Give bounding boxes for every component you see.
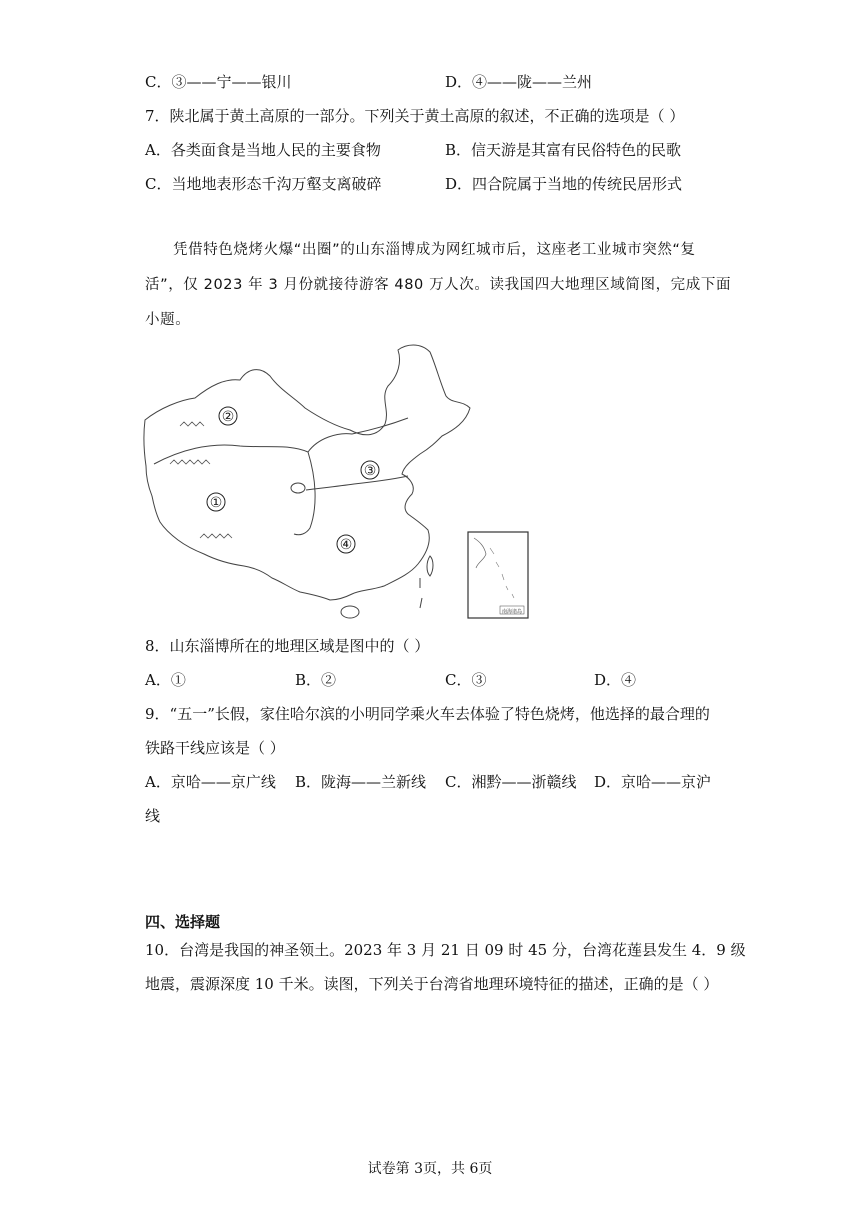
q9-option-d: D．京哈——京沪: [594, 773, 712, 791]
taiwan-island: [427, 556, 433, 576]
q10-stem-line-2: 地震，震源深度 10 千米。读图，下列关于台湾省地理环境特征的描述，正确的是（ ）: [145, 975, 719, 993]
passage-line-1: 凭借特色烧烤火爆“出圈”的山东淄博成为网红城市后，这座老工业城市突然“复: [173, 242, 696, 258]
passage-line-3: 小题。: [145, 312, 191, 328]
q8-option-d: D．④: [594, 671, 637, 689]
q9-stem-line-2: 铁路干线应该是（ ）: [145, 739, 285, 757]
q9-option-c: C．湘黔——浙赣线: [445, 773, 577, 791]
south-sea-dash: [420, 578, 422, 608]
china-outline: [144, 345, 470, 600]
q6-option-d: D．④——陇——兰州: [445, 73, 593, 91]
south-china-sea-inset: [468, 532, 528, 618]
q9-option-a: A．京哈——京广线: [145, 773, 276, 791]
region-label-4: ④: [339, 537, 353, 553]
boundary-north-south: [306, 476, 408, 490]
q7-option-d: D．四合院属于当地的传统民居形式: [445, 175, 683, 193]
boundary-northwest-tibet: [154, 445, 308, 464]
q9-stem-line-1: 9．“五一”长假，家住哈尔滨的小明同学乘火车去体验了特色烧烤，他选择的最合理的: [145, 705, 710, 723]
q10-stem-line-1: 10．台湾是我国的神圣领土。2023 年 3 月 21 日 09 时 45 分，台湾花莲县发生 4．9 级: [145, 941, 746, 959]
q9-option-b: B．陇海——兰新线: [295, 773, 427, 791]
china-regions-map: [140, 338, 540, 623]
mountain-hatch-tianshan: [180, 422, 204, 426]
inset-caption: 南海诸岛: [501, 609, 523, 615]
boundary-north-northwest: [308, 418, 408, 452]
q9-option-d-continued: 线: [145, 807, 161, 825]
mountain-hatch-kunlun: [170, 460, 210, 464]
q8-option-c: C．③: [445, 671, 487, 689]
q8-option-a: A．①: [145, 671, 186, 689]
q7-option-b: B．信天游是其富有民俗特色的民歌: [445, 141, 682, 159]
hainan-island: [341, 606, 359, 618]
passage-line-2: 活”，仅 2023 年 3 月份就接待游客 480 万人次。读我国四大地理区域简图，完成下面: [145, 277, 732, 293]
qinghai-lake: [291, 483, 305, 493]
q8-stem: 8．山东淄博所在的地理区域是图中的（ ）: [145, 637, 430, 655]
q8-option-b: B．②: [295, 671, 337, 689]
page-footer: 试卷第 3页，共 6页: [367, 1161, 493, 1177]
q7-option-a: A．各类面食是当地人民的主要食物: [145, 141, 381, 159]
section-4-title: 四、选择题: [145, 913, 221, 931]
q6-option-c: C．③——宁——银川: [145, 73, 292, 91]
region-label-3: ③: [363, 463, 377, 479]
region-label-2: ②: [221, 409, 235, 425]
mountain-hatch-himalaya: [200, 534, 232, 538]
q7-option-c: C．当地地表形态千沟万壑支离破碎: [145, 175, 382, 193]
q7-stem: 7．陕北属于黄土高原的一部分。下列关于黄土高原的叙述，不正确的选项是（ ）: [145, 107, 685, 125]
region-label-1: ①: [209, 495, 223, 511]
